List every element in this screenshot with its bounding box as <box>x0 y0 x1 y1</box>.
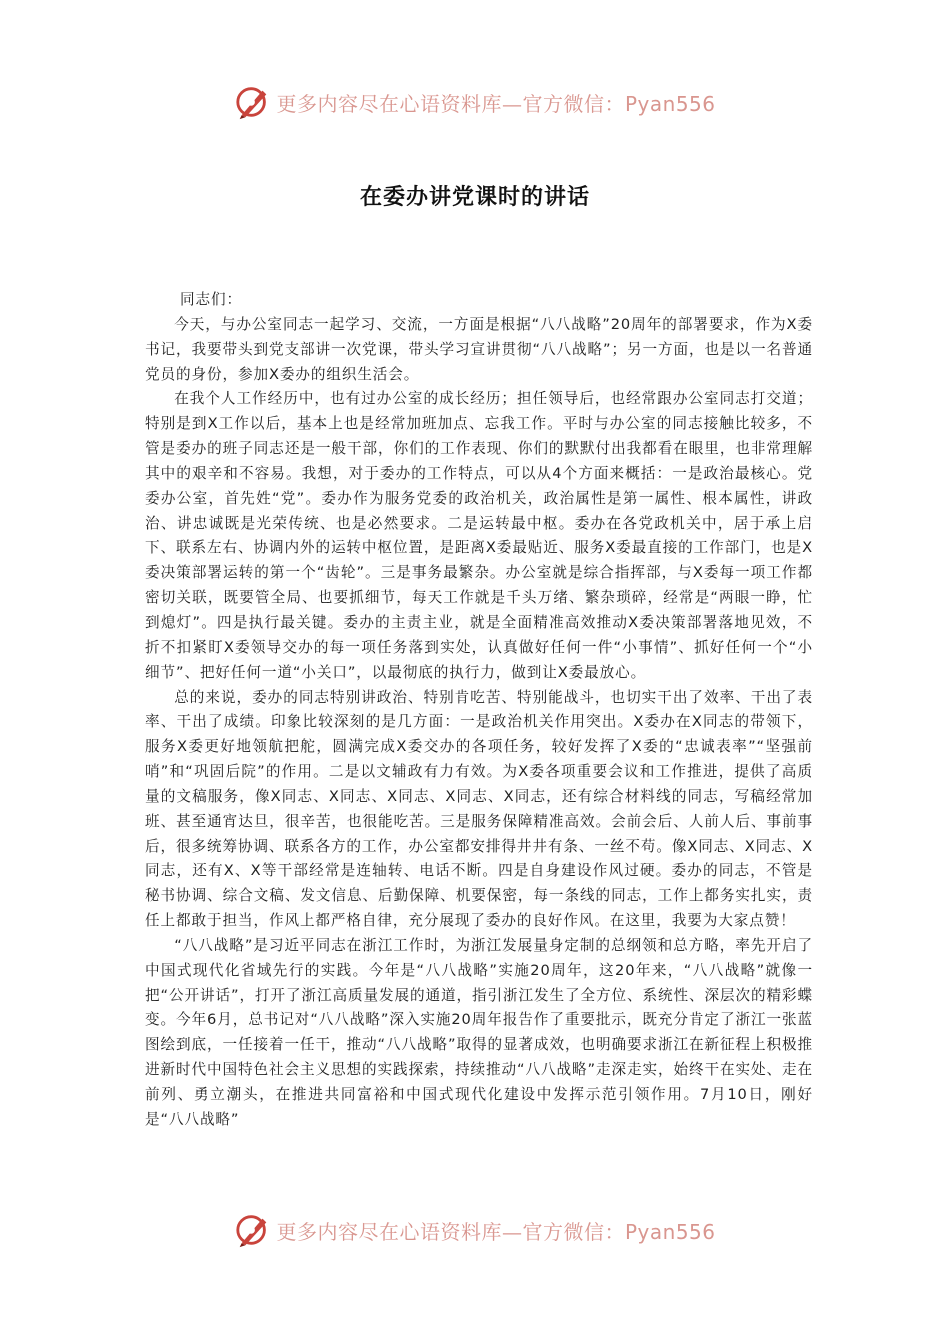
watermark-handle: Pyan556 <box>624 1219 716 1244</box>
watermark-handle: Pyan556 <box>624 91 716 116</box>
watermark-text: 更多内容尽在心语资料库—官方微信： <box>276 91 625 116</box>
watermark-banner-bottom <box>0 1210 950 1250</box>
paragraph-2: 在我个人工作经历中，也有过办公室的成长经历；担任领导后，也经常跟办公室同志打交道；特别是到X工作以后，基本上也是经常加班加点、忘我工作。平时与办公室的同志接触比较多，不管是委办的班子同志还是一般干部，你们的工作表现、你们的默默付出我都看在眼里，也非常理解其中的艰辛和不容易。我想，对于委办的工作特点，可以从4个方面来概括：一是政治最核心。党委办公室，首先姓“党”。委办作为服务党委的政治机关，政治属性是第一属性、根本属性，讲政治、讲忠诚既是光荣传统、也是必然要求。二是运转最中枢。委办在各党政机关中，居于承上启下、联系左右、协调内外的运转中枢位置，是距离X委最贴近、服务X委最直接的工作部门，也是X委决策部署运转的第一个“齿轮”。三是事务最繁杂。办公室就是综合指挥部，与X委每一项工作都密切关联，既要管全局、也要抓细节，每天工作就是千头万绪、繁杂琐碎，经常是“两眼一睁，忙到熄灯”。四是执行最关键。委办的主责主业，就是全面精准高效推动X委决策部署落地见效，不折不扣紧盯X委领导交办的每一项任务落到实处，认真做好任何一件“小事情”、抓好任何一个“小细节”、把好任何一道“小关口”，以最彻底的执行力，做到让X委最放心。 <box>145 390 813 681</box>
salutation: 同志们： <box>180 291 243 308</box>
paragraph-4: “八八战略”是习近平同志在浙江工作时，为浙江发展量身定制的总纲领和总方略，率先开启了中国式现代化省域先行的实践。今年是“八八战略”实施20周年，这20年来，“八八战略”就像一把“公开讲话”，打开了浙江高质量发展的通道，指引浙江发生了全方位、系统性、深层次的精彩蝶变。今年6月，总书记对“八八战略”深入实施20周年报告作了重要批示，既充分肯定了浙江一张蓝图绘到底，一任接着一任干，推动“八八战略”取得的显著成效，也明确要求浙江在新征程上积极推进新时代中国特色社会主义思想的实践探索，持续推动“八八战略”走深走实，始终干在实处、走在前列、勇立潮头，在推进共同富裕和中国式现代化建设中发挥示范引领作用。7月10日，刚好是“八八战略” <box>145 936 813 1128</box>
paragraph-3: 总的来说，委办的同志特别讲政治、特别肯吃苦、特别能战斗，也切实干出了效率、干出了表率、干出了成绩。印象比较深刻的是几方面：一是政治机关作用突出。X委办在X同志的带领下，服务X委更好地领航把舵，圆满完成X委交办的各项任务，较好发挥了X委的“忠诚表率”“坚强前哨”和“巩固后院”的作用。二是以文辅政有力有效。为X委各项重要会议和工作推进，提供了高质量的文稿服务，像X同志、X同志、X同志、X同志、X同志，还有综合材料线的同志，写稿经常加班、甚至通宵达旦，很辛苦，也很能吃苦。三是服务保障精准高效。会前会后、人前人后、事前事后，很多统筹协调、联系各方的工作，办公室都安排得井井有条、一丝不苟。像X同志、X同志、X同志，还有X、X等干部经常是连轴转、电话不断。四是自身建设作风过硬。委办的同志，不管是秘书协调、综合文稿、发文信息、后勤保障、机要保密，每一条线的同志，工作上都务实扎实，责任上都敢于担当，作风上都严格自律，充分展现了委办的良好作风。在这里，我要为大家点赞！ <box>145 688 813 930</box>
pen-logo-icon <box>234 83 272 121</box>
document-body <box>145 288 813 1133</box>
pen-logo-icon <box>234 1211 272 1249</box>
paragraph-1: 今天，与办公室同志一起学习、交流，一方面是根据“八八战略”20周年的部署要求，作为X委书记，我要带头到党支部讲一次党课，带头学习宣讲贯彻“八八战略”；另一方面，也是以一名普通党员的身份，参加X委办的组织生活会。 <box>145 315 813 383</box>
watermark-banner-top <box>0 82 950 122</box>
document-title: 在委办讲党课时的讲话 <box>359 185 590 210</box>
watermark-text: 更多内容尽在心语资料库—官方微信： <box>276 1219 625 1244</box>
